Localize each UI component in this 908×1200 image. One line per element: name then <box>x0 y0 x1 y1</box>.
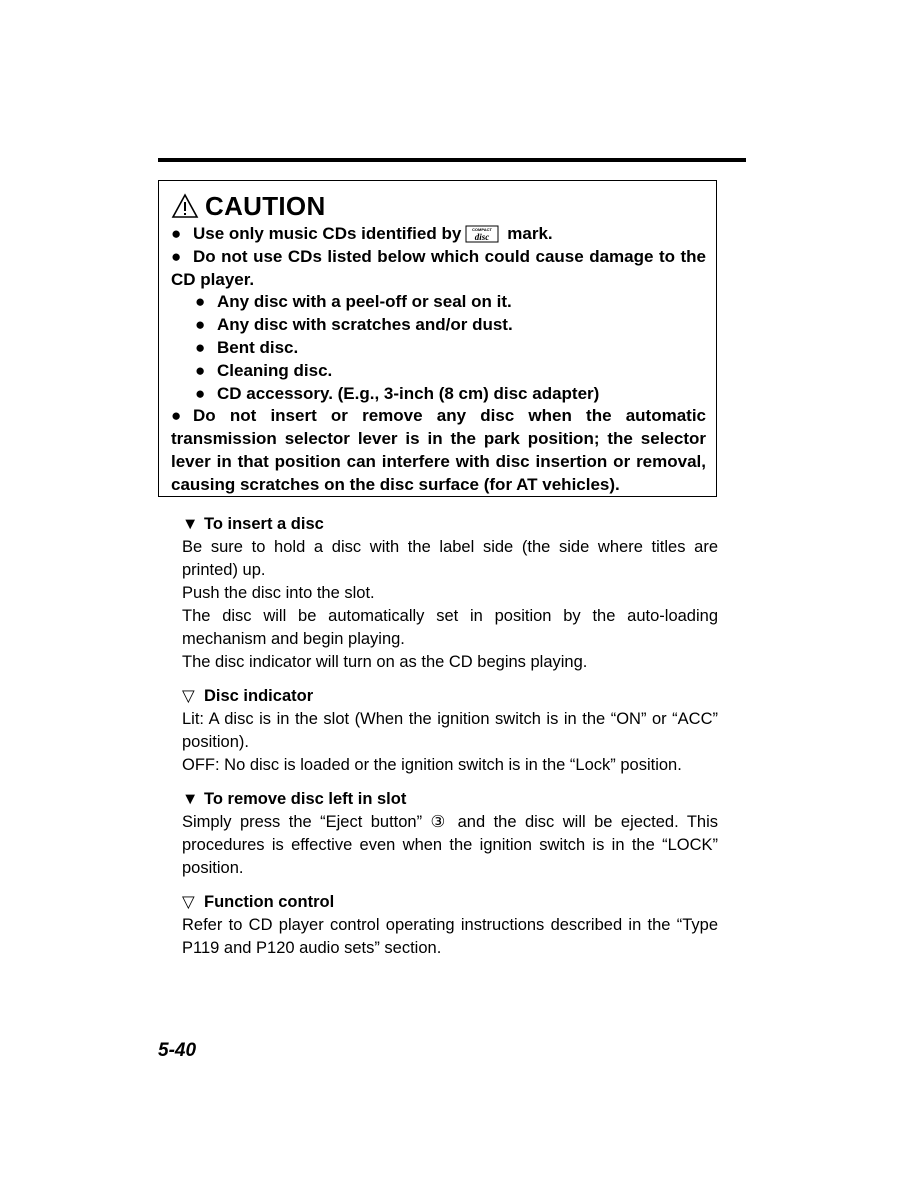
top-rule <box>158 158 746 162</box>
caution-sub-item-text: Any disc with a peel-off or seal on it. <box>217 292 512 312</box>
paragraph: Push the disc into the slot. <box>182 584 375 602</box>
section-heading <box>182 513 718 536</box>
caution-sub-item-text: Cleaning disc. <box>217 360 333 380</box>
section-heading <box>182 891 718 914</box>
section-disc-indicator <box>182 685 718 777</box>
caution-item-do-not-use <box>171 246 706 292</box>
bullet: ● <box>171 224 182 243</box>
svg-text:COMPACT: COMPACT <box>472 227 493 232</box>
caution-sub-item <box>195 337 706 360</box>
paragraph: The disc will be automatically set in position by the auto-loading mechanism and begin playing. <box>182 607 718 648</box>
section-title: To remove disc left in slot <box>204 790 407 808</box>
section-insert-disc <box>182 513 718 674</box>
caution-item-text: Use only music CDs identified by <box>193 224 462 243</box>
paragraph: Lit: A disc is in the slot (When the ignition switch is in the “ON” or “ACC” position). <box>182 710 718 751</box>
bullet: ● <box>195 292 206 312</box>
caution-header <box>171 191 706 221</box>
outline-triangle-marker-icon: ▽ <box>182 893 195 911</box>
bullet: ● <box>171 406 182 426</box>
caution-item-insert-remove <box>171 405 706 496</box>
caution-sub-list <box>171 291 706 405</box>
section-remove-disc <box>182 788 718 880</box>
caution-item-text: Do not use CDs listed below which could cause damage to the CD player. <box>171 246 706 289</box>
section-function-control <box>182 891 718 960</box>
caution-item-text: Do not insert or remove any disc when the automatic transmission selector lever is in the park position; the selector lever in that position can interfere with disc insertion or removal, causing scratches on the disc surface (for AT vehicles). <box>171 406 706 494</box>
caution-item-music-cds <box>171 223 706 246</box>
main-content <box>182 513 718 971</box>
bullet: ● <box>171 246 182 266</box>
page-number: 5-40 <box>158 1040 197 1061</box>
caution-item-text-suffix: mark. <box>507 224 553 243</box>
bullet: ● <box>195 383 206 403</box>
section-title: Function control <box>204 893 335 911</box>
paragraph: Refer to CD player control operating instructions described in the “Type P119 and P120 audio sets” section. <box>182 916 718 957</box>
caution-box <box>158 180 717 497</box>
section-heading <box>182 685 718 708</box>
section-title: To insert a disc <box>204 515 324 533</box>
caution-sub-item-text: Any disc with scratches and/or dust. <box>217 315 513 335</box>
caution-sub-item-text: CD accessory. (E.g., 3-inch (8 cm) disc adapter) <box>217 383 600 403</box>
paragraph: OFF: No disc is loaded or the ignition switch is in the “Lock” position. <box>182 756 682 774</box>
caution-sub-item <box>195 360 706 383</box>
paragraph: The disc indicator will turn on as the CD begins playing. <box>182 653 588 671</box>
caution-sub-item <box>195 314 706 337</box>
bullet: ● <box>195 337 206 357</box>
caution-sub-item-text: Bent disc. <box>217 337 299 357</box>
paragraph: Simply press the “Eject button” ③ and the disc will be ejected. This procedures is effective even when the ignition switch is in the “LOCK” position. <box>182 813 718 877</box>
filled-triangle-marker-icon: ▼ <box>182 515 199 533</box>
warning-triangle-icon <box>171 193 199 219</box>
bullet: ● <box>195 315 206 335</box>
caution-title: CAUTION <box>205 190 326 221</box>
filled-triangle-marker-icon: ▼ <box>182 790 199 808</box>
caution-sub-item <box>195 291 706 314</box>
section-heading <box>182 788 718 811</box>
outline-triangle-marker-icon: ▽ <box>182 687 195 705</box>
svg-text:disc: disc <box>475 232 490 242</box>
paragraph: Be sure to hold a disc with the label side (the side where titles are printed) up. <box>182 538 718 579</box>
section-title: Disc indicator <box>204 687 314 705</box>
caution-sub-item <box>195 383 706 406</box>
compact-disc-logo-icon <box>465 225 499 243</box>
bullet: ● <box>195 360 206 380</box>
